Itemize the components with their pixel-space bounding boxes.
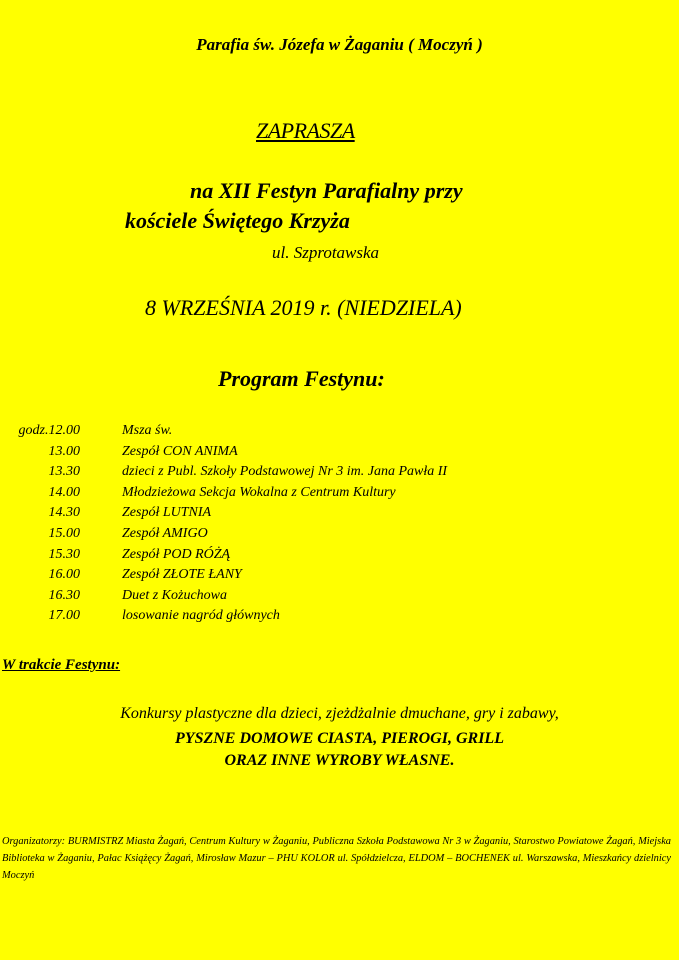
activities-text: Konkursy plastyczne dla dzieci, zjeżdżalnie dmuchane, gry i zabawy,: [120, 705, 559, 722]
festival-date: 8 WRZEŚNIA 2019 r. (NIEDZIELA): [145, 295, 462, 320]
schedule-time: 15.30: [48, 546, 80, 562]
invites-heading: ZAPRASZA: [256, 118, 355, 143]
schedule-time: 16.30: [48, 587, 80, 603]
schedule-time: 14.00: [48, 484, 80, 500]
schedule-event: Zespół ZŁOTE ŁANY: [122, 567, 242, 583]
schedule-event: Młodzieżowa Sekcja Wokalna z Centrum Kultury: [122, 484, 396, 500]
food-highlight: PYSZNE DOMOWE CIASTA, PIEROGI, GRILL: [175, 730, 504, 747]
schedule-event: Zespół AMIGO: [122, 525, 208, 541]
other-products: ORAZ INNE WYROBY WŁASNE.: [224, 752, 455, 769]
during-festival-heading: W trakcie Festynu:: [2, 657, 121, 673]
schedule-event: losowanie nagród głównych: [122, 608, 280, 624]
parish-name: Parafia św. Józefa w Żaganiu ( Moczyń ): [196, 35, 483, 54]
schedule-event: Duet z Kożuchowa: [122, 587, 227, 603]
schedule-time: 13.30: [48, 464, 80, 480]
schedule-time: 13.00: [48, 443, 80, 459]
schedule-event: Zespół POD RÓŻĄ: [122, 546, 231, 562]
festival-title-line-1: na XII Festyn Parafialny przy: [190, 178, 463, 203]
schedule-time: 15.00: [48, 525, 80, 541]
schedule-time: 16.00: [48, 567, 80, 583]
schedule-time: 17.00: [48, 608, 80, 624]
schedule-event: Zespół LUTNIA: [122, 505, 212, 521]
program-title: Program Festynu:: [218, 366, 385, 391]
festival-title-line-2: kościele Świętego Krzyża: [125, 208, 350, 233]
schedule-time: 14.30: [48, 505, 80, 521]
schedule-event: Zespół CON ANIMA: [122, 443, 238, 459]
street-address: ul. Szprotawska: [272, 243, 380, 262]
schedule-event: Msza św.: [122, 423, 173, 438]
schedule-event: dzieci z Publ. Szkoły Podstawowej Nr 3 im. Jana Pawła II: [122, 464, 448, 480]
organizers-list: Organizatorzy: BURMISTRZ Miasta Żagań, Centrum Kultury w Żaganiu, Publiczna Szkoła Podstawowa Nr 3 w Żaganiu, Starostwo Powiatowe Żagań, Miejska Biblioteka w Żaganiu, Pałac Książęcy Żagań, Mirosław Mazur – PHU KOLOR ul. Spółdzielcza, ELDOM – BOCHENEK ul. Warszawska, Mieszkańcy dzielnicy Moczyń: [2, 836, 671, 881]
schedule-time: godz.12.00: [18, 423, 80, 438]
